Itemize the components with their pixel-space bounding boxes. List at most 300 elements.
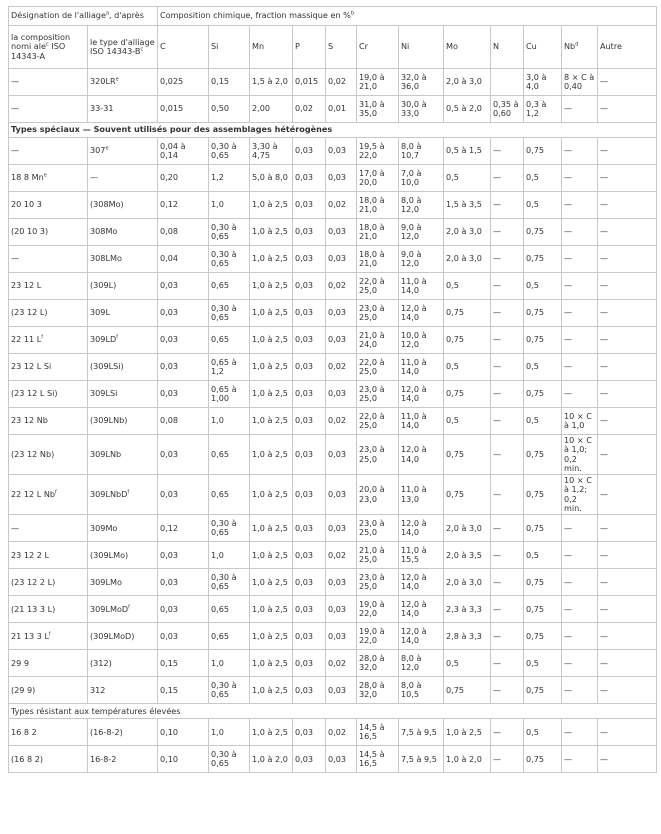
cell-iso-a: (23 12 L) <box>9 300 88 327</box>
cell-mo: 0,5 <box>444 408 491 435</box>
cell-n: — <box>491 138 524 165</box>
table-row <box>9 246 657 273</box>
cell-s: 0,03 <box>326 515 357 542</box>
cell-mo: 2,0 à 3,0 <box>444 219 491 246</box>
cell-si: 0,30 à 0,65 <box>209 138 250 165</box>
cell-iso-b: 309LMoD$^f$ <box>88 596 158 623</box>
cell-mo: 2,0 à 3,5 <box>444 542 491 569</box>
cell-mo: 2,0 à 3,0 <box>444 246 491 273</box>
cell-mn: 1,0 à 2,5 <box>250 542 293 569</box>
cell-s: 0,03 <box>326 165 357 192</box>
table-row <box>9 96 657 123</box>
cell-nb: — <box>562 273 598 300</box>
cell-si: 0,30 à 0,65 <box>209 569 250 596</box>
cell-cr: 22,0 à 25,0 <box>357 408 399 435</box>
cell-iso-a: — <box>9 515 88 542</box>
cell-nb: — <box>562 96 598 123</box>
cell-mo: 2,0 à 3,0 <box>444 569 491 596</box>
cell-mo: 2,3 à 3,3 <box>444 596 491 623</box>
cell-iso-b: (309LMo) <box>88 542 158 569</box>
cell-nb: — <box>562 327 598 354</box>
cell-o: — <box>598 719 657 746</box>
cell-p: 0,03 <box>293 596 326 623</box>
cell-n: — <box>491 327 524 354</box>
cell-cr: 23,0 à 25,0 <box>357 300 399 327</box>
cell-c: 0,12 <box>158 192 209 219</box>
cell-si: 0,30 à 0,65 <box>209 219 250 246</box>
cell-cr: 14,5 à 16,5 <box>357 746 399 773</box>
cell-iso-a: (29 9) <box>9 677 88 704</box>
cell-o: — <box>598 596 657 623</box>
cell-ni: 11,0 à 14,0 <box>399 354 444 381</box>
cell-si: 1,0 <box>209 542 250 569</box>
cell-n: 0,35 à 0,60 <box>491 96 524 123</box>
cell-iso-b: (309LMoD) <box>88 623 158 650</box>
cell-ni: 11,0 à 15,5 <box>399 542 444 569</box>
cell-mo: 2,0 à 3,0 <box>444 515 491 542</box>
cell-o: — <box>598 515 657 542</box>
cell-n: — <box>491 246 524 273</box>
cell-cr: 20,0 à 23,0 <box>357 475 399 515</box>
cell-nb: — <box>562 542 598 569</box>
cell-mo: 0,5 <box>444 165 491 192</box>
table-row <box>9 273 657 300</box>
cell-cr: 28,0 à 32,0 <box>357 650 399 677</box>
cell-mn: 1,0 à 2,5 <box>250 569 293 596</box>
cell-ni: 7,5 à 9,5 <box>399 746 444 773</box>
cell-si: 0,65 à 1,2 <box>209 354 250 381</box>
cell-cu: 0,75 <box>524 746 562 773</box>
cell-cu: 0,75 <box>524 515 562 542</box>
cell-mo: 1,5 à 3,5 <box>444 192 491 219</box>
cell-cr: 19,0 à 21,0 <box>357 69 399 96</box>
cell-s: 0,03 <box>326 300 357 327</box>
cell-iso-a: 16 8 2 <box>9 719 88 746</box>
cell-mo: 0,5 à 1,5 <box>444 138 491 165</box>
cell-mn: 1,0 à 2,5 <box>250 408 293 435</box>
cell-n: — <box>491 408 524 435</box>
cell-nb: — <box>562 569 598 596</box>
header-designation: Désignation de l'alliage$^a$, d'après <box>9 7 158 26</box>
cell-ni: 11,0 à 14,0 <box>399 273 444 300</box>
cell-ni: 11,0 à 14,0 <box>399 408 444 435</box>
cell-s: 0,02 <box>326 354 357 381</box>
cell-ni: 8,0 à 10,5 <box>399 677 444 704</box>
cell-mn: 1,0 à 2,5 <box>250 435 293 475</box>
table-row <box>9 623 657 650</box>
cell-iso-a: 20 10 3 <box>9 192 88 219</box>
cell-s: 0,03 <box>326 569 357 596</box>
cell-o: — <box>598 96 657 123</box>
header-ni: Ni <box>399 26 444 69</box>
cell-iso-a: (23 12 2 L) <box>9 569 88 596</box>
header-mo: Mo <box>444 26 491 69</box>
cell-nb: — <box>562 219 598 246</box>
cell-ni: 12,0 à 14,0 <box>399 596 444 623</box>
cell-c: 0,015 <box>158 96 209 123</box>
cell-nb: — <box>562 138 598 165</box>
header-s: S <box>326 26 357 69</box>
cell-mo: 1,0 à 2,0 <box>444 746 491 773</box>
cell-c: 0,04 <box>158 246 209 273</box>
cell-cu: 0,75 <box>524 138 562 165</box>
cell-s: 0,02 <box>326 192 357 219</box>
cell-iso-a: 22 12 L Nb$^f$ <box>9 475 88 515</box>
cell-mo: 1,0 à 2,5 <box>444 719 491 746</box>
cell-cu: 0,75 <box>524 623 562 650</box>
cell-nb: — <box>562 596 598 623</box>
cell-cu: 0,5 <box>524 408 562 435</box>
cell-nb: 8 × C à 0,40 <box>562 69 598 96</box>
cell-cr: 18,0 à 21,0 <box>357 192 399 219</box>
section-header-row <box>9 704 657 719</box>
cell-iso-b: (308Mo) <box>88 192 158 219</box>
cell-s: 0,03 <box>326 435 357 475</box>
cell-p: 0,03 <box>293 542 326 569</box>
cell-cu: 0,75 <box>524 677 562 704</box>
cell-ni: 8,0 à 12,0 <box>399 192 444 219</box>
cell-ni: 32,0 à 36,0 <box>399 69 444 96</box>
cell-iso-b: 309L <box>88 300 158 327</box>
cell-mn: 1,0 à 2,5 <box>250 677 293 704</box>
table-row <box>9 650 657 677</box>
table-row <box>9 165 657 192</box>
cell-nb: 10 × C à 1,2; 0,2 min. <box>562 475 598 515</box>
cell-cr: 22,0 à 25,0 <box>357 354 399 381</box>
cell-si: 0,30 à 0,65 <box>209 677 250 704</box>
header-autre: Autre <box>598 26 657 69</box>
cell-cr: 17,0 à 20,0 <box>357 165 399 192</box>
cell-c: 0,025 <box>158 69 209 96</box>
cell-nb: — <box>562 300 598 327</box>
cell-c: 0,03 <box>158 569 209 596</box>
cell-cu: 0,75 <box>524 381 562 408</box>
cell-si: 0,50 <box>209 96 250 123</box>
cell-mo: 0,75 <box>444 677 491 704</box>
table-row <box>9 354 657 381</box>
cell-cr: 28,0 à 32,0 <box>357 677 399 704</box>
cell-o: — <box>598 327 657 354</box>
cell-s: 0,02 <box>326 273 357 300</box>
cell-o: — <box>598 192 657 219</box>
cell-si: 0,65 <box>209 596 250 623</box>
cell-n: — <box>491 746 524 773</box>
cell-n: — <box>491 165 524 192</box>
cell-mn: 1,0 à 2,5 <box>250 596 293 623</box>
cell-cu: 0,75 <box>524 300 562 327</box>
cell-iso-a: 18 8 Mn$^e$ <box>9 165 88 192</box>
cell-si: 0,65 à 1,00 <box>209 381 250 408</box>
cell-p: 0,03 <box>293 677 326 704</box>
cell-si: 0,65 <box>209 273 250 300</box>
cell-si: 0,65 <box>209 327 250 354</box>
cell-ni: 12,0 à 14,0 <box>399 300 444 327</box>
cell-cr: 19,0 à 22,0 <box>357 596 399 623</box>
cell-ni: 12,0 à 14,0 <box>399 515 444 542</box>
cell-cu: 0,3 à 1,2 <box>524 96 562 123</box>
cell-o: — <box>598 569 657 596</box>
cell-si: 0,65 <box>209 475 250 515</box>
cell-cr: 22,0 à 25,0 <box>357 273 399 300</box>
cell-iso-b: 312 <box>88 677 158 704</box>
cell-iso-a: 23 12 L Si <box>9 354 88 381</box>
cell-n: — <box>491 435 524 475</box>
cell-o: — <box>598 475 657 515</box>
cell-cr: 18,0 à 21,0 <box>357 219 399 246</box>
cell-si: 1,0 <box>209 719 250 746</box>
cell-c: 0,10 <box>158 719 209 746</box>
cell-cu: 0,5 <box>524 650 562 677</box>
cell-cu: 0,5 <box>524 542 562 569</box>
cell-s: 0,03 <box>326 219 357 246</box>
cell-si: 0,65 <box>209 435 250 475</box>
cell-p: 0,03 <box>293 165 326 192</box>
cell-mn: 1,0 à 2,5 <box>250 719 293 746</box>
cell-p: 0,03 <box>293 138 326 165</box>
cell-mo: 0,5 <box>444 354 491 381</box>
cell-ni: 7,0 à 10,0 <box>399 165 444 192</box>
cell-p: 0,03 <box>293 435 326 475</box>
cell-c: 0,10 <box>158 746 209 773</box>
cell-p: 0,03 <box>293 327 326 354</box>
cell-cr: 21,0 à 24,0 <box>357 327 399 354</box>
cell-o: — <box>598 623 657 650</box>
cell-ni: 8,0 à 12,0 <box>399 650 444 677</box>
cell-iso-b: $320LR^e$ <box>88 69 158 96</box>
cell-ni: 7,5 à 9,5 <box>399 719 444 746</box>
cell-cu: 0,75 <box>524 435 562 475</box>
cell-iso-a: 21 13 3 $L^f$ <box>9 623 88 650</box>
cell-c: 0,12 <box>158 515 209 542</box>
cell-mn: 1,0 à 2,5 <box>250 354 293 381</box>
cell-iso-a: 22 11 $L^f$ <box>9 327 88 354</box>
cell-n: — <box>491 650 524 677</box>
cell-s: 0,03 <box>326 246 357 273</box>
table-row <box>9 408 657 435</box>
cell-nb: — <box>562 165 598 192</box>
cell-n: — <box>491 381 524 408</box>
cell-o: — <box>598 542 657 569</box>
cell-n: — <box>491 515 524 542</box>
cell-iso-b: (16-8-2) <box>88 719 158 746</box>
cell-iso-a: (16 8 2) <box>9 746 88 773</box>
cell-s: 0,03 <box>326 475 357 515</box>
cell-s: 0,03 <box>326 677 357 704</box>
cell-mo: 0,75 <box>444 475 491 515</box>
cell-p: 0,03 <box>293 746 326 773</box>
header-si: Si <box>209 26 250 69</box>
cell-cu: 0,5 <box>524 719 562 746</box>
cell-o: — <box>598 219 657 246</box>
header-cu: Cu <box>524 26 562 69</box>
cell-n: — <box>491 300 524 327</box>
cell-n: — <box>491 542 524 569</box>
cell-n: — <box>491 719 524 746</box>
header-nb: Nb$^d$ <box>562 26 598 69</box>
header-n: N <box>491 26 524 69</box>
cell-nb: 10 × C à 1,0; 0,2 min. <box>562 435 598 475</box>
cell-mn: 5,0 à 8,0 <box>250 165 293 192</box>
cell-mn: 1,0 à 2,5 <box>250 650 293 677</box>
cell-n: — <box>491 677 524 704</box>
cell-s: 0,03 <box>326 596 357 623</box>
cell-o: — <box>598 408 657 435</box>
cell-iso-b: 309Mo <box>88 515 158 542</box>
cell-o: — <box>598 69 657 96</box>
cell-iso-b: 16-8-2 <box>88 746 158 773</box>
cell-s: 0,03 <box>326 327 357 354</box>
cell-cu: 3,0 à 4,0 <box>524 69 562 96</box>
cell-p: 0,03 <box>293 381 326 408</box>
cell-ni: 12,0 à 14,0 <box>399 381 444 408</box>
cell-mn: 1,0 à 2,5 <box>250 515 293 542</box>
table-row <box>9 515 657 542</box>
cell-p: 0,03 <box>293 719 326 746</box>
table-row <box>9 327 657 354</box>
cell-o: — <box>598 300 657 327</box>
table-row <box>9 435 657 475</box>
cell-iso-b: 33-31 <box>88 96 158 123</box>
section-header-row <box>9 123 657 138</box>
cell-n: — <box>491 354 524 381</box>
cell-si: 0,30 à 0,65 <box>209 300 250 327</box>
cell-nb: — <box>562 650 598 677</box>
table-row <box>9 138 657 165</box>
cell-iso-a: (20 10 3) <box>9 219 88 246</box>
cell-si: 1,0 <box>209 192 250 219</box>
cell-p: 0,03 <box>293 273 326 300</box>
cell-iso-b: 307e <box>88 138 158 165</box>
cell-o: — <box>598 246 657 273</box>
cell-c: 0,03 <box>158 475 209 515</box>
cell-n: — <box>491 219 524 246</box>
cell-p: 0,03 <box>293 192 326 219</box>
cell-ni: 12,0 à 14,0 <box>399 435 444 475</box>
table-row <box>9 219 657 246</box>
cell-s: 0,03 <box>326 381 357 408</box>
cell-iso-b: — <box>88 165 158 192</box>
cell-iso-a: — <box>9 246 88 273</box>
header-composition: Composition chimique, fraction massique en %$^b$ <box>158 7 657 26</box>
cell-s: 0,03 <box>326 138 357 165</box>
cell-cr: 19,0 à 22,0 <box>357 623 399 650</box>
cell-c: 0,03 <box>158 435 209 475</box>
cell-s: 0,03 <box>326 746 357 773</box>
cell-cr: 21,0 à 25,0 <box>357 542 399 569</box>
cell-p: 0,03 <box>293 246 326 273</box>
cell-cu: 0,5 <box>524 273 562 300</box>
cell-c: 0,08 <box>158 219 209 246</box>
cell-s: 0,02 <box>326 408 357 435</box>
cell-cu: 0,75 <box>524 327 562 354</box>
table-row <box>9 596 657 623</box>
cell-p: 0,03 <box>293 623 326 650</box>
cell-p: 0,03 <box>293 569 326 596</box>
cell-mo: 0,75 <box>444 300 491 327</box>
cell-mo: 0,75 <box>444 327 491 354</box>
cell-cu: 0,5 <box>524 165 562 192</box>
cell-mn: 1,0 à 2,5 <box>250 300 293 327</box>
cell-mn: 1,0 à 2,0 <box>250 746 293 773</box>
cell-cu: 0,5 <box>524 354 562 381</box>
cell-iso-a: (23 12 Nb) <box>9 435 88 475</box>
table-row <box>9 69 657 96</box>
cell-mo: 2,8 à 3,3 <box>444 623 491 650</box>
cell-c: 0,20 <box>158 165 209 192</box>
cell-o: — <box>598 273 657 300</box>
cell-c: 0,03 <box>158 327 209 354</box>
cell-cu: 0,75 <box>524 475 562 515</box>
cell-si: 1,0 <box>209 408 250 435</box>
cell-o: — <box>598 650 657 677</box>
cell-ni: 9,0 à 12,0 <box>399 246 444 273</box>
cell-cr: 23,0 à 25,0 <box>357 515 399 542</box>
section-title: Types résistant aux températures élevées <box>9 704 657 719</box>
cell-si: 0,30 à 0,65 <box>209 515 250 542</box>
cell-iso-b: 309LMo <box>88 569 158 596</box>
cell-mn: 1,0 à 2,5 <box>250 219 293 246</box>
cell-cr: 23,0 à 25,0 <box>357 435 399 475</box>
cell-cu: 0,75 <box>524 596 562 623</box>
cell-si: 1,2 <box>209 165 250 192</box>
cell-p: 0,03 <box>293 475 326 515</box>
cell-c: 0,03 <box>158 542 209 569</box>
table-row <box>9 719 657 746</box>
cell-si: 0,30 à 0,65 <box>209 746 250 773</box>
cell-cu: 0,75 <box>524 219 562 246</box>
cell-s: 0,02 <box>326 719 357 746</box>
cell-nb: — <box>562 381 598 408</box>
cell-iso-a: — <box>9 138 88 165</box>
cell-p: 0,03 <box>293 219 326 246</box>
cell-c: 0,03 <box>158 354 209 381</box>
cell-mo: 0,5 <box>444 650 491 677</box>
cell-iso-b: 309LNb <box>88 435 158 475</box>
cell-o: — <box>598 677 657 704</box>
cell-mn: 1,0 à 2,5 <box>250 475 293 515</box>
header-c: C <box>158 26 209 69</box>
section-title: Types spéciaux — Souvent utilisés pour des assemblages hétérogènes <box>9 123 657 138</box>
cell-mn: 1,0 à 2,5 <box>250 623 293 650</box>
cell-n: — <box>491 596 524 623</box>
cell-ni: 10,0 à 12,0 <box>399 327 444 354</box>
cell-p: 0,03 <box>293 650 326 677</box>
cell-n: — <box>491 273 524 300</box>
cell-p: 0,02 <box>293 96 326 123</box>
cell-iso-a: 23 12 2 L <box>9 542 88 569</box>
cell-cu: 0,5 <box>524 192 562 219</box>
cell-mo: 2,0 à 3,0 <box>444 69 491 96</box>
cell-s: 0,02 <box>326 69 357 96</box>
cell-c: 0,08 <box>158 408 209 435</box>
cell-nb: — <box>562 515 598 542</box>
cell-n <box>491 69 524 96</box>
cell-o: — <box>598 746 657 773</box>
cell-s: 0,02 <box>326 542 357 569</box>
cell-cr: 14,5 à 16,5 <box>357 719 399 746</box>
cell-iso-b: (309LNb) <box>88 408 158 435</box>
cell-o: — <box>598 435 657 475</box>
header-cr: Cr <box>357 26 399 69</box>
cell-si: 0,65 <box>209 623 250 650</box>
cell-nb: — <box>562 246 598 273</box>
cell-mn: 1,0 à 2,5 <box>250 273 293 300</box>
cell-ni: 8,0 à 10,7 <box>399 138 444 165</box>
cell-iso-a: 23 12 L <box>9 273 88 300</box>
cell-o: — <box>598 354 657 381</box>
cell-iso-a: (21 13 3 L) <box>9 596 88 623</box>
cell-cr: 23,0 à 25,0 <box>357 569 399 596</box>
